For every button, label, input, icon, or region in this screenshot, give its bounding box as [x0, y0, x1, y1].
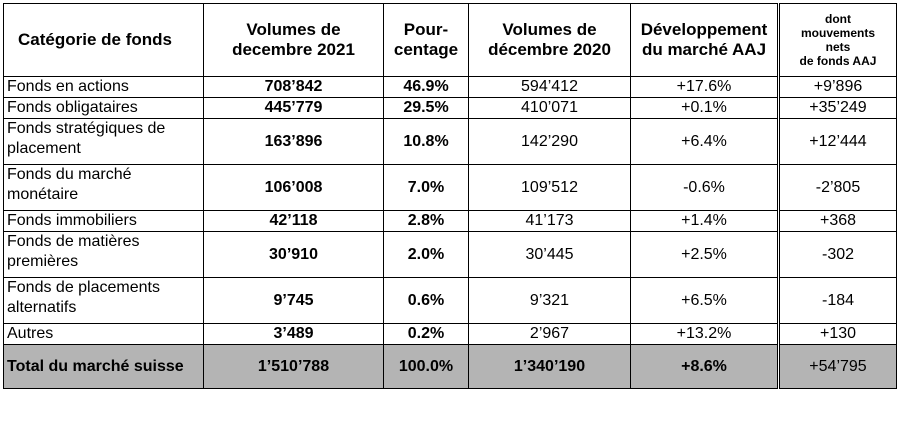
- total-volume-2020-cell: 1’340’190: [469, 345, 631, 389]
- net-flows-cell: +35’249: [779, 98, 897, 119]
- volume-2021-cell: 708’842: [204, 77, 384, 98]
- percentage-cell: 2.8%: [384, 211, 469, 232]
- development-cell: +17.6%: [631, 77, 779, 98]
- header-percentage: Pour-centage: [384, 4, 469, 77]
- category-cell: Fonds obligataires: [4, 98, 204, 119]
- table-row: [4, 119, 897, 165]
- category-cell: Fonds en actions: [4, 77, 204, 98]
- table-row: [4, 324, 897, 345]
- volume-2020-cell: 9’321: [469, 278, 631, 324]
- percentage-cell: 10.8%: [384, 119, 469, 165]
- volume-2020-cell: 2’967: [469, 324, 631, 345]
- net-flows-cell: +130: [779, 324, 897, 345]
- net-flows-cell: +368: [779, 211, 897, 232]
- volume-2021-cell: 163’896: [204, 119, 384, 165]
- category-cell: Fonds de placements alternatifs: [4, 278, 204, 324]
- net-flows-cell: -302: [779, 232, 897, 278]
- table-row: [4, 77, 897, 98]
- category-cell: Fonds immobiliers: [4, 211, 204, 232]
- total-net-flows-cell: +54’795: [779, 345, 897, 389]
- volume-2020-cell: 41’173: [469, 211, 631, 232]
- development-cell: +13.2%: [631, 324, 779, 345]
- volume-2021-cell: 3’489: [204, 324, 384, 345]
- category-cell: Fonds du marché monétaire: [4, 165, 204, 211]
- header-net-flows-line2: mouvements: [800, 26, 876, 40]
- volume-2020-cell: 410’071: [469, 98, 631, 119]
- percentage-cell: 46.9%: [384, 77, 469, 98]
- fund-market-table: [3, 3, 897, 389]
- development-cell: +2.5%: [631, 232, 779, 278]
- header-net-flows-line3: nets: [825, 40, 851, 54]
- percentage-cell: 2.0%: [384, 232, 469, 278]
- total-category-cell: Total du marché suisse: [4, 345, 204, 389]
- net-flows-cell: +12’444: [779, 119, 897, 165]
- header-row: [4, 4, 897, 77]
- total-row: [4, 345, 897, 389]
- net-flows-cell: +9’896: [779, 77, 897, 98]
- volume-2021-cell: 106’008: [204, 165, 384, 211]
- header-category: Catégorie de fonds: [4, 4, 204, 77]
- volume-2021-cell: 42’118: [204, 211, 384, 232]
- volume-2020-cell: 594’412: [469, 77, 631, 98]
- category-cell: Fonds de matières premières: [4, 232, 204, 278]
- volume-2020-cell: 109’512: [469, 165, 631, 211]
- total-development-cell: +8.6%: [631, 345, 779, 389]
- header-net-flows-line1: dont: [825, 12, 851, 26]
- table-row: [4, 278, 897, 324]
- table-row: [4, 98, 897, 119]
- net-flows-cell: -2’805: [779, 165, 897, 211]
- table-row: [4, 165, 897, 211]
- table-row: [4, 232, 897, 278]
- header-market-development: Développement du marché AAJ: [631, 4, 779, 77]
- table-row: [4, 211, 897, 232]
- volume-2020-cell: 30’445: [469, 232, 631, 278]
- header-volume-2020: Volumes de décembre 2020: [469, 4, 631, 77]
- header-net-flows: [779, 4, 897, 77]
- header-volume-2021: Volumes de decembre 2021: [204, 4, 384, 77]
- development-cell: +6.5%: [631, 278, 779, 324]
- volume-2021-cell: 30’910: [204, 232, 384, 278]
- volume-2021-cell: 9’745: [204, 278, 384, 324]
- category-cell: Fonds stratégiques de placement: [4, 119, 204, 165]
- development-cell: +1.4%: [631, 211, 779, 232]
- percentage-cell: 29.5%: [384, 98, 469, 119]
- percentage-cell: 0.2%: [384, 324, 469, 345]
- volume-2020-cell: 142’290: [469, 119, 631, 165]
- development-cell: -0.6%: [631, 165, 779, 211]
- header-net-flows-line4: de fonds AAJ: [799, 54, 877, 68]
- total-volume-2021-cell: 1’510’788: [204, 345, 384, 389]
- fund-market-table-container: [3, 3, 897, 389]
- percentage-cell: 0.6%: [384, 278, 469, 324]
- development-cell: +0.1%: [631, 98, 779, 119]
- total-percentage-cell: 100.0%: [384, 345, 469, 389]
- net-flows-cell: -184: [779, 278, 897, 324]
- development-cell: +6.4%: [631, 119, 779, 165]
- percentage-cell: 7.0%: [384, 165, 469, 211]
- category-cell: Autres: [4, 324, 204, 345]
- volume-2021-cell: 445’779: [204, 98, 384, 119]
